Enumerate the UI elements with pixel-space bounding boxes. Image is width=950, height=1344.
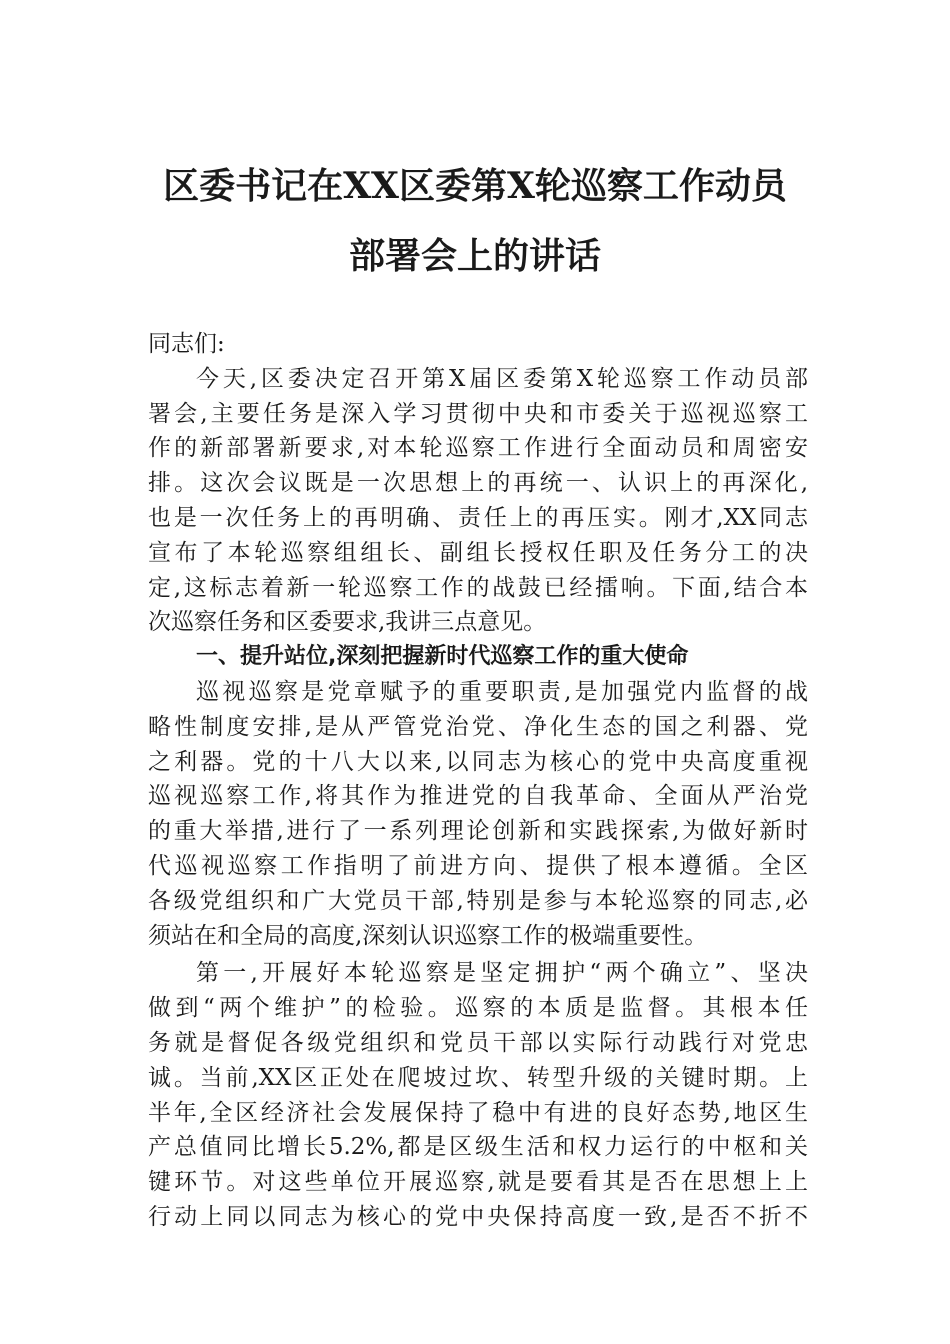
document-title-line-1: 区委书记在XX区委第X轮巡察工作动员 [163,165,787,207]
paragraph-line: 产总值同比增长5.2%,都是区级生活和权力运行的中枢和关 [148,1134,808,1161]
paragraph-line: 署会,主要任务是深入学习贯彻中央和市委关于巡视巡察工 [148,400,808,427]
paragraph-line: 略性制度安排,是从严管党治党、净化生态的国之利器、党 [148,713,808,740]
paragraph-line: 键环节。对这些单位开展巡察,就是要看其是否在思想上上 [148,1169,808,1196]
paragraph-line: 务就是督促各级党组织和党员干部以实际行动践行对党忠 [148,1029,808,1056]
paragraph-2 [148,675,808,953]
paragraph-line: 行动上同以同志为核心的党中央保持高度一致,是否不折不 [148,1203,808,1230]
paragraph-line: 排。这次会议既是一次思想上的再统一、认识上的再深化, [148,470,808,497]
section-heading-1: 一、提升站位,深刻把握新时代巡察工作的重大使命 [196,644,689,670]
paragraph-3 [148,956,808,1234]
paragraph-line: 也是一次任务上的再明确、责任上的再压实。刚才,XX同志 [148,504,808,531]
paragraph-line: 须站在和全局的高度,深刻认识巡察工作的极端重要性。 [148,922,708,949]
paragraph-line: 半年,全区经济社会发展保持了稳中有进的良好态势,地区生 [148,1099,808,1126]
paragraph-line: 次巡察任务和区委要求,我讲三点意见。 [148,609,547,636]
paragraph-line: 宣布了本轮巡察组组长、副组长授权任职及任务分工的决 [148,539,808,566]
paragraph-1 [148,362,808,640]
paragraph-line: 巡视巡察是党章赋予的重要职责,是加强党内监督的战 [196,678,808,705]
paragraph-line: 做到“两个维护”的检验。巡察的本质是监督。其根本任 [148,995,808,1022]
paragraph-line: 今天,区委决定召开第X届区委第X轮巡察工作动员部 [196,365,808,392]
salutation: 同志们: [148,331,225,357]
paragraph-line: 定,这标志着新一轮巡察工作的战鼓已经擂响。下面,结合本 [148,574,808,601]
paragraph-line: 代巡视巡察工作指明了前进方向、提供了根本遵循。全区 [148,852,808,879]
paragraph-line: 诚。当前,XX区正处在爬坡过坎、转型升级的关键时期。上 [148,1064,808,1091]
paragraph-line: 的重大举措,进行了一系列理论创新和实践探索,为做好新时 [148,818,808,845]
document-body [148,327,808,1235]
document-title-line-2: 部署会上的讲话 [348,235,601,277]
paragraph-line: 作的新部署新要求,对本轮巡察工作进行全面动员和周密安 [148,435,808,462]
paragraph-line: 各级党组织和广大党员干部,特别是参与本轮巡察的同志,必 [148,887,808,914]
paragraph-line: 之利器。党的十八大以来,以同志为核心的党中央高度重视 [148,748,808,775]
paragraph-line: 巡视巡察工作,将其作为推进党的自我革命、全面从严治党 [148,783,808,810]
paragraph-line: 第一,开展好本轮巡察是坚定拥护“两个确立”、坚决 [196,960,808,987]
